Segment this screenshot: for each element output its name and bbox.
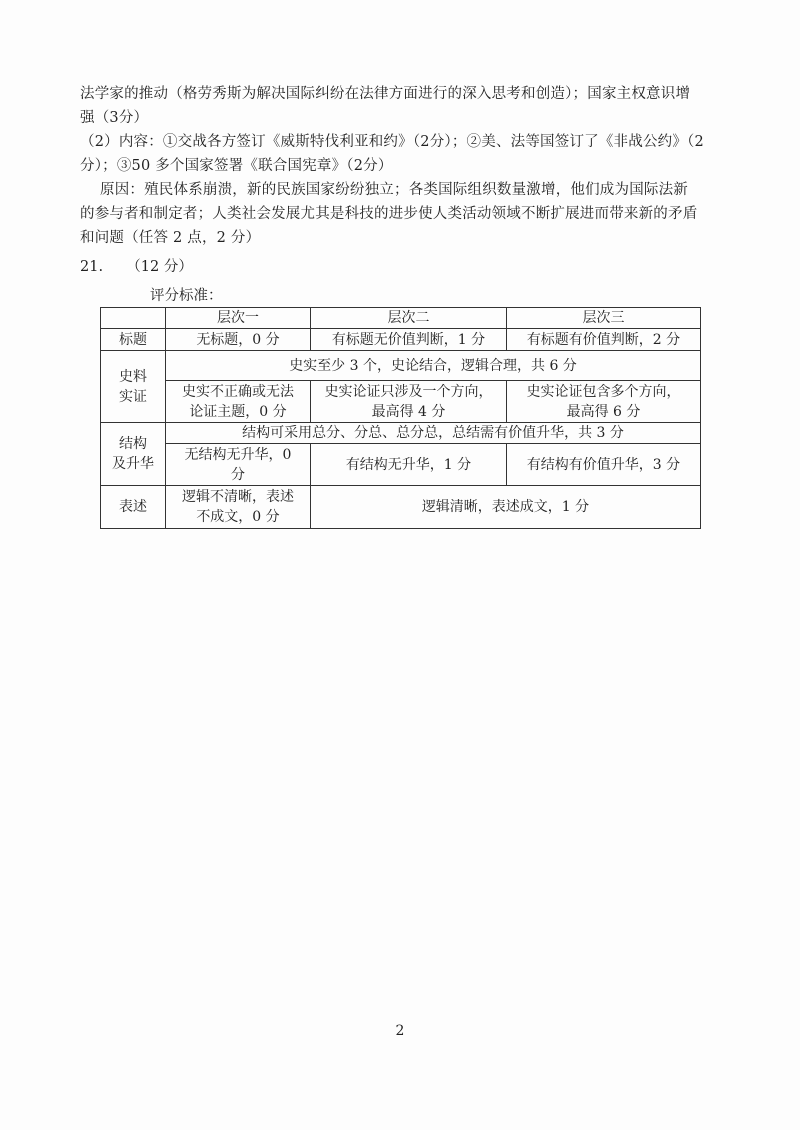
cell-expression-level-1: [166, 486, 311, 529]
table-header-row: [101, 308, 701, 329]
cell-structure-level-3: 有结构有价值升华，3 分: [507, 444, 701, 486]
cell-expression-level-2-3: 逻辑清晰，表述成文，1 分: [311, 486, 701, 529]
paragraph-line: 强（3分）: [80, 110, 149, 126]
cell-title-level-1: 无标题，0 分: [166, 329, 311, 351]
question-points: （12 分）: [126, 259, 193, 275]
cell-text-line: 分: [231, 466, 245, 483]
cell-text-line: 史实不正确或无法: [182, 383, 294, 400]
question-number: 21.: [80, 259, 104, 275]
paragraph-line: 和问题（任答 2 点，2 分）: [80, 230, 261, 246]
paragraph-line: （2）内容：①交战各方签订《威斯特伐利亚和约》（2分）；②美、法等国签订了《非战公约》（2: [80, 134, 704, 150]
row-label-title: 标题: [101, 329, 166, 351]
table-header-empty: [101, 308, 166, 329]
cell-text-line: 不成文，0 分: [196, 509, 280, 525]
cell-text-line: 史实论证只涉及一个方向，: [324, 383, 493, 400]
cell-title-level-2: 有标题无价值判断，1 分: [311, 329, 507, 351]
cell-structure-level-2: 有结构无升华，1 分: [311, 444, 507, 486]
cell-evidence-level-1: [166, 381, 311, 423]
cell-text-line: 最高得 6 分: [566, 403, 641, 420]
paragraph-line: 法学家的推动（格劳秀斯为解决国际纠纷在法律方面进行的深入思考和创造）；国家主权意识增: [80, 86, 691, 102]
row-label-evidence-line2: 实证: [119, 388, 147, 405]
row-label-structure-line2: 及升华: [112, 456, 154, 472]
paragraph-line: 原因：殖民体系崩溃，新的民族国家纷纷独立；各类国际组织数量激增，他们成为国际法新: [100, 182, 688, 198]
row-label-evidence: [101, 351, 166, 423]
table-row-expression: [101, 486, 701, 529]
table-row-title: [101, 329, 701, 351]
scoring-criteria-label: 评分标准：: [150, 288, 223, 304]
table-row-structure-levels: [101, 444, 701, 486]
table-row-evidence-summary: [101, 351, 701, 381]
cell-title-level-3: 有标题有价值判断，2 分: [507, 329, 701, 351]
cell-evidence-level-2: [311, 381, 507, 423]
table-row-evidence-levels: [101, 381, 701, 423]
table-header-level-1: 层次一: [166, 308, 311, 329]
paragraph-line: 分）；③50 多个国家签署《联合国宪章》（2分）: [80, 158, 393, 174]
cell-text-line: 逻辑不清晰，表述: [182, 489, 294, 505]
row-label-expression: 表述: [101, 486, 166, 529]
cell-evidence-level-3: [507, 381, 701, 423]
scoring-table: [100, 307, 701, 529]
table-header-level-3: 层次三: [507, 308, 701, 329]
paragraph-line: 的参与者和制定者；人类社会发展尤其是科技的进步使人类活动领域不断扩展进而带来新的矛盾: [80, 206, 698, 222]
row-label-structure-line1: 结构: [119, 436, 147, 452]
page-number: 2: [395, 1023, 405, 1039]
row-label-structure: [101, 423, 166, 486]
cell-evidence-summary: 史实至少 3 个，史论结合，逻辑合理，共 6 分: [166, 351, 701, 381]
cell-structure-summary: 结构可采用总分、分总、总分总，总结需有价值升华，共 3 分: [166, 423, 701, 444]
cell-text-line: 无结构无升华，0: [184, 446, 292, 463]
table-header-level-2: 层次二: [311, 308, 507, 329]
row-label-evidence-line1: 史料: [119, 368, 147, 385]
cell-structure-level-1: [166, 444, 311, 486]
cell-text-line: 论证主题，0 分: [189, 403, 287, 420]
question-header: [80, 255, 193, 276]
cell-text-line: 史实论证包含多个方向，: [526, 383, 681, 400]
table-row-structure-summary: [101, 423, 701, 444]
cell-text-line: 最高得 4 分: [371, 403, 446, 420]
